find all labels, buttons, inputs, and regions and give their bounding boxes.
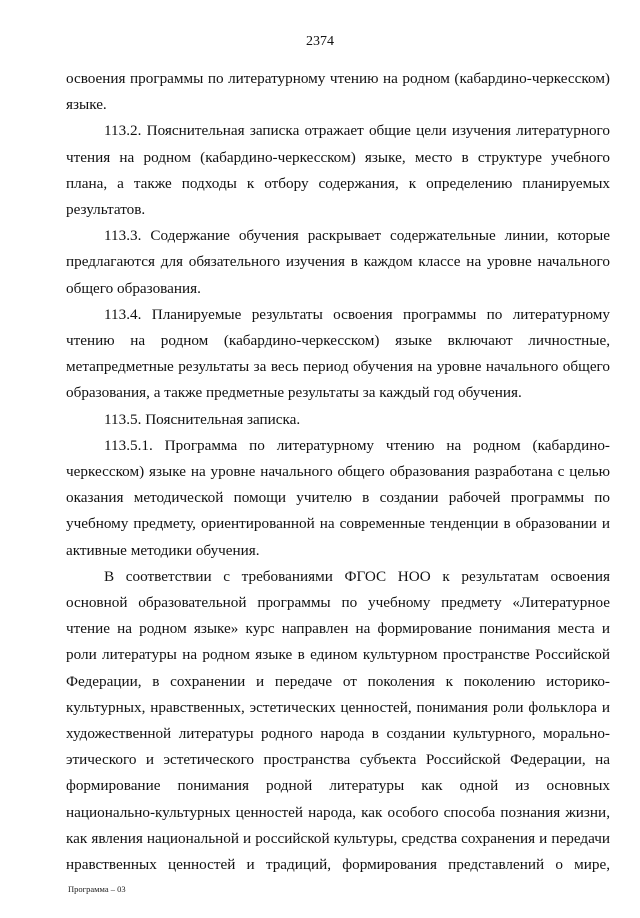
paragraph-113-5-1: 113.5.1. Программа по литературному чтению на родном (кабардино-черкесском) языке на уровне начального общего образования разработана с целью оказания методической помощи учителю в создании рабочей программы по учебному предмету, ориентированной на современные тенденции в образовании и активные методики обучения.	[66, 436, 610, 559]
paragraph-113-4: 113.4. Планируемые результаты освоения программы по литературному чтению на родном (кабардино-черкесском) языке включают личностные, метапредметные результаты за весь период обучения на уровне начального общего образования, а также предметные результаты за каждый год обучения.	[66, 305, 610, 402]
paragraph-113-5: 113.5. Пояснительная записка.	[104, 410, 301, 428]
paragraph-continuation: освоения программы по литературному чтению на родном (кабардино-черкесском) языке.	[66, 70, 610, 114]
page-number: 2374	[306, 34, 334, 49]
document-body	[66, 66, 610, 878]
paragraph-113-2: 113.2. Пояснительная записка отражает общие цели изучения литературного чтения на родном (кабардино-черкесском) языке, место в структуре учебного плана, а также подходы к отбору содержания, к определению планируемых результатов.	[66, 122, 610, 219]
paragraph-113-3: 113.3. Содержание обучения раскрывает содержательные линии, которые предлагаются для обязательного изучения в каждом классе на уровне начального общего образования.	[66, 227, 610, 297]
footer-label: Программа – 03	[68, 884, 126, 894]
paragraph-fgos: В соответствии с требованиями ФГОС НОО к результатам освоения основной образовательной программы по учебному предмету «Литературное чтение на родном языке» курс направлен на формирование понимания места и роли литературы на родном языке в едином культурном пространстве Российской Федерации, в сохранении и передаче от поколения к поколению историко-культурных, нравственных, эстетических ценностей, понимания роли фольклора и художественной литературы родного народа в создании культурного, морально-этического и эстетического пространства субъекта Российской Федерации, на формирование понимания родной литературы как одной из основных национально-культурных ценностей народа, как особого способа познания жизни, как явления национальной и российской культуры, средства сохранения и передачи нравственных ценностей и традиций, формирования представлений о мире,	[66, 567, 610, 874]
